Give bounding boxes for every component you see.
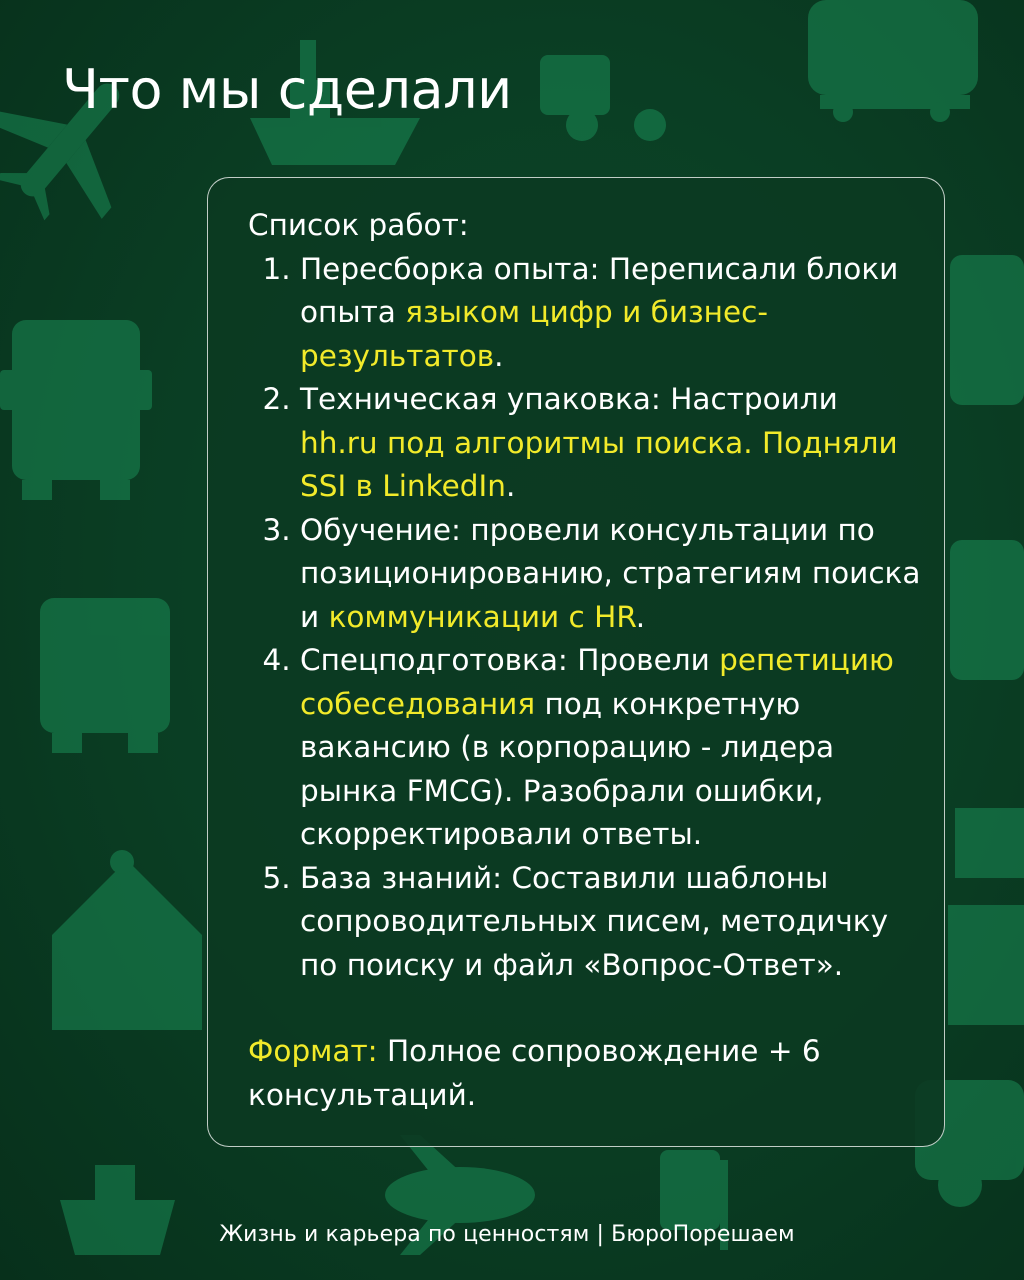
format-label: Формат: — [248, 1034, 378, 1068]
truck-icon — [40, 598, 170, 753]
item-text: Техническая упаковка: Настроили — [300, 382, 838, 416]
container-icon — [52, 850, 202, 1030]
item-highlight: коммуникации с HR — [328, 599, 636, 634]
item-highlight: hh.ru под алгоритмы поиска. Подняли SSI в LinkedIn — [300, 425, 898, 503]
item-tail: под конкретную вакансию (в корпорацию - лидера рынка FMCG). Разобрали ошибки, скорректировали ответы. — [300, 686, 835, 851]
page-title: Что мы сделали — [62, 58, 512, 121]
item-highlight: репетицию собеседования — [300, 643, 894, 721]
list-item — [300, 509, 924, 640]
list-title: Список работ: — [248, 208, 469, 242]
container-icon — [948, 808, 1024, 1025]
item-text: Спецподготовка: Провели — [300, 643, 720, 677]
footer-caption: Жизнь и карьера по ценностям | БюроПорешаем — [219, 1222, 795, 1247]
item-text: Пересборка опыта: Переписали блоки опыта — [300, 251, 899, 329]
item-text: Обучение: провели консультации по позиционированию, стратегиям поиска и — [300, 512, 921, 634]
list-item — [300, 639, 924, 857]
item-highlight: языком цифр и бизнес-результатов — [300, 295, 768, 373]
truck-icon — [0, 320, 152, 500]
item-tail: . — [635, 599, 646, 634]
work-list — [248, 248, 924, 988]
truck-icon — [540, 55, 666, 141]
content-card — [207, 177, 945, 1147]
list-item — [300, 248, 924, 379]
train-icon — [808, 0, 978, 122]
item-tail: . — [494, 338, 504, 373]
list-item — [300, 378, 924, 509]
train-icon — [950, 255, 1024, 680]
item-tail: . — [505, 469, 516, 503]
list-item — [300, 857, 924, 988]
item-text: База знаний: Составили шаблоны сопроводительных писем, методичку по поиску и файл «Вопрос-Ответ». — [300, 860, 889, 982]
format-note — [248, 1030, 924, 1117]
format-text: Полное сопровождение + 6 консультаций. — [248, 1034, 821, 1112]
